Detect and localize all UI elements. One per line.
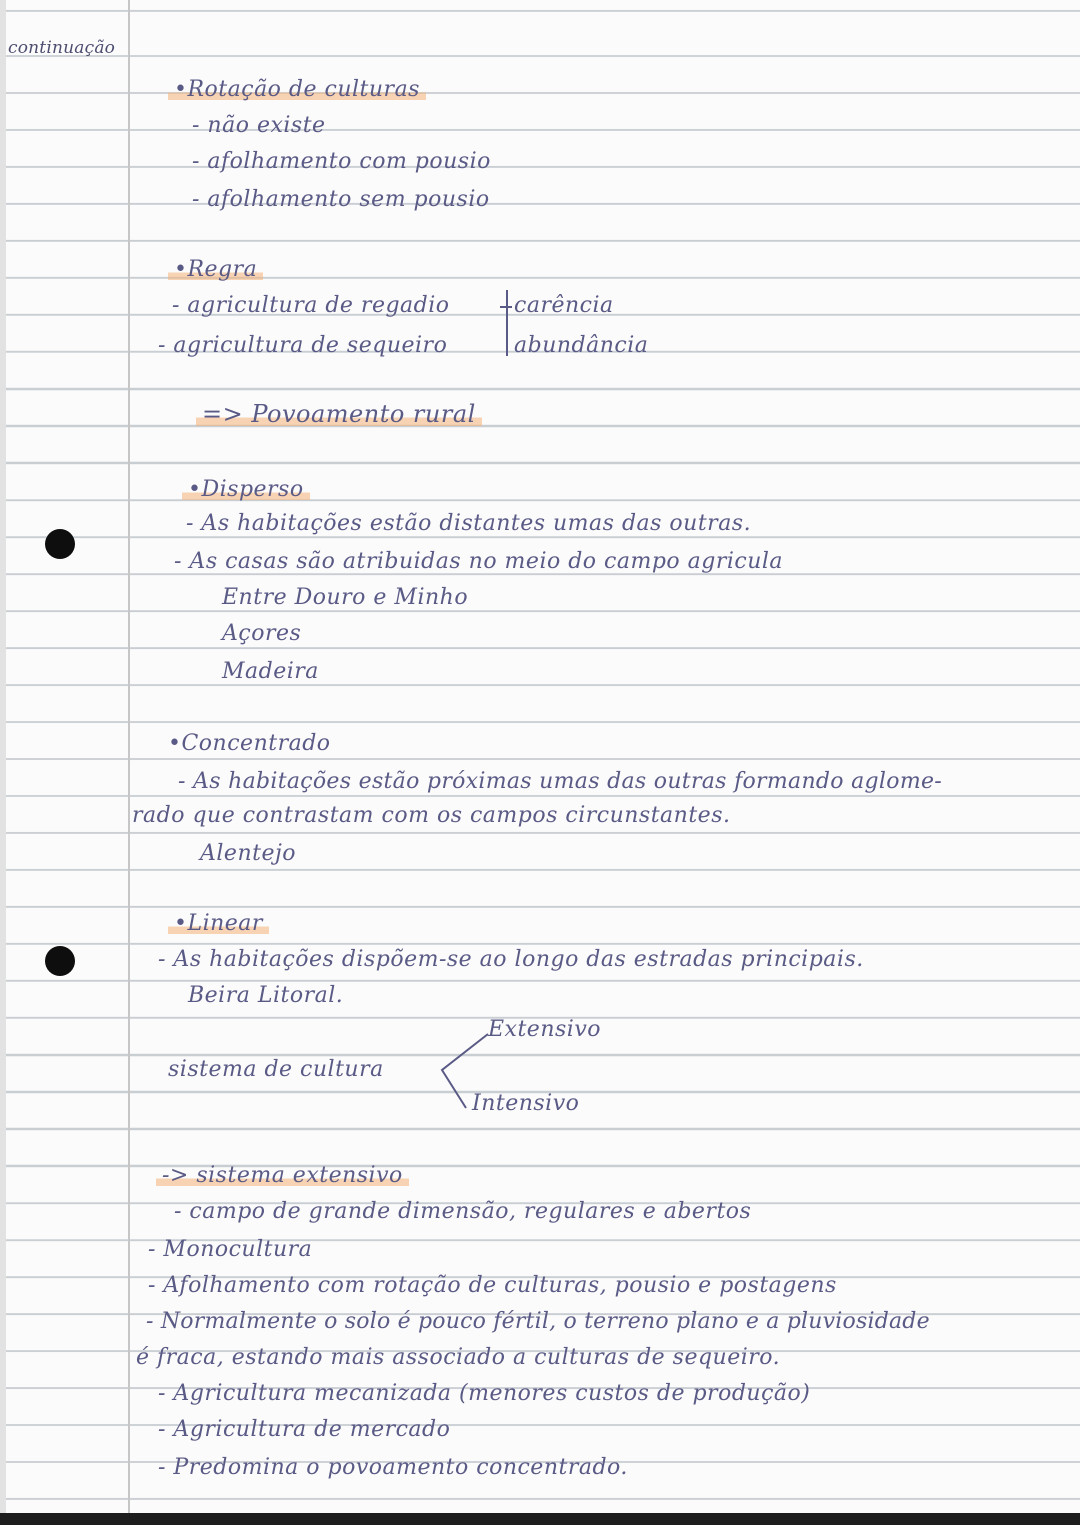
disperso-region-2: Açores [222,621,302,646]
sistema-extensivo-label: Extensivo [488,1017,601,1042]
linear-item-1: - As habitações dispõem-se ao longo das estradas principais. [158,947,864,972]
sistema-de-cultura-label: sistema de cultura [168,1057,384,1082]
heading-disperso-text: •Disperso [182,477,310,502]
extensivo-item-4: - Normalmente o solo é pouco fértil, o terreno plano e a pluviosidade [146,1309,930,1334]
margin-line [128,0,130,1525]
concentrado-item-1-cont: rado que contrastam com os campos circunstantes. [132,803,731,828]
heading-linear [168,910,269,938]
heading-sistema-extensivo [156,1162,409,1190]
linear-region: Beira Litoral. [188,983,344,1008]
regra-carencia: carência [514,293,614,318]
concentrado-region: Alentejo [200,841,297,866]
extensivo-item-7: - Predomina o povoamento concentrado. [158,1455,628,1480]
heading-povoamento-text: => Povoamento rural [196,400,482,428]
binder-hole-bottom [45,946,75,976]
rotacao-item-1: - não existe [192,113,326,138]
extensivo-item-4-cont: é fraca, estando mais associado a culturas de sequeiro. [136,1345,781,1370]
extensivo-item-6: - Agricultura de mercado [158,1417,451,1442]
rotacao-item-2: - afolhamento com pousio [192,149,491,174]
extensivo-item-2: - Monocultura [148,1237,313,1262]
disperso-item-1: - As habitações estão distantes umas das outras. [186,511,752,536]
extensivo-item-5: - Agricultura mecanizada (menores custos de produção) [158,1381,811,1406]
heading-povoamento [196,400,482,428]
heading-rotacao-text: •Rotação de culturas [168,77,426,102]
regra-bracket [506,290,508,356]
heading-disperso [182,476,310,504]
regra-item-regadio: - agricultura de regadio [172,293,450,318]
regra-bracket-tick [500,306,512,308]
disperso-region-1: Entre Douro e Minho [222,585,469,610]
regra-abundancia: abundância [514,333,649,358]
disperso-region-3: Madeira [222,659,319,684]
heading-rotacao [168,76,426,104]
heading-linear-text: •Linear [168,911,269,936]
extensivo-item-3: - Afolhamento com rotação de culturas, pousio e postagens [148,1273,837,1298]
page-left-edge [0,0,6,1525]
heading-regra [168,256,263,284]
heading-regra-text: •Regra [168,257,263,282]
sistema-intensivo-label: Intensivo [472,1091,580,1116]
concentrado-item-1: - As habitações estão próximas umas das outras formando aglome- [178,769,943,794]
heading-concentrado: •Concentrado [168,731,331,756]
scan-bottom-edge [0,1513,1080,1525]
corner-note: continuação [8,38,116,58]
rotacao-item-3: - afolhamento sem pousio [192,187,490,212]
regra-item-sequeiro: - agricultura de sequeiro [158,333,448,358]
extensivo-item-1: - campo de grande dimensão, regulares e abertos [174,1199,752,1224]
disperso-item-2: - As casas são atribuidas no meio do campo agricula [174,549,784,574]
heading-sistema-extensivo-text: -> sistema extensivo [156,1163,409,1188]
binder-hole-top [45,529,75,559]
